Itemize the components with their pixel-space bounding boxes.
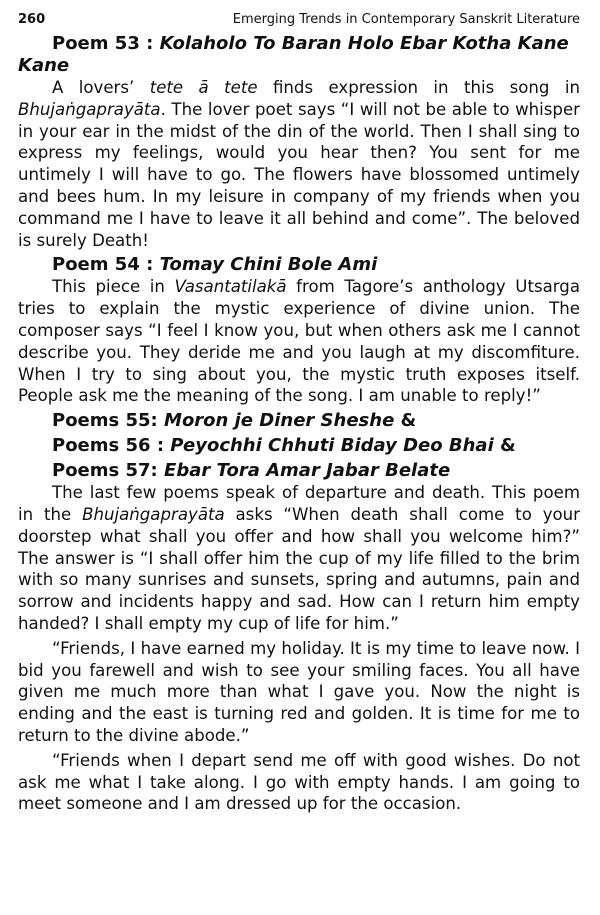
poem-53-title: Kolaholo To Baran Holo Ebar Kotha Kane [159, 33, 569, 54]
text-run: from Tagore’s anthology Utsarga tries to explain the mystic experience of divine union. The composer says “I feel I know you, but when others ask me I cannot describe you. They deride me and you laugh at my discomfiture. When I try to sing about you, the mystic truth exposes itself. People ask me the meaning of the song. I am unable to reply!” [18, 277, 581, 406]
text-run: finds expression in this song in [257, 78, 580, 97]
poem-55-heading [18, 410, 580, 432]
page-number: 260 [18, 12, 46, 27]
poem-54-label: Poem 54 : [52, 254, 160, 276]
poem-54-heading [18, 254, 580, 276]
poem-53-paragraph [18, 77, 580, 251]
italic-metre: Vasantatilakā [174, 277, 287, 297]
poem-54-paragraph [18, 276, 580, 407]
poem-56-heading [18, 435, 580, 457]
italic-term: tete ā tete [149, 78, 258, 97]
poem-57-heading [18, 460, 580, 482]
italic-metre: Bhujaṅgaprayāta [18, 99, 161, 119]
text-run: A lovers’ [52, 78, 150, 97]
poem-55-title: Moron je Diner Sheshe [164, 410, 395, 432]
running-title: Emerging Trends in Contemporary Sanskrit Literature [232, 12, 580, 27]
poem-57-paragraph-2: “Friends, I have earned my holiday. It is my time to leave now. I bid you farewell and wish to see your smiling faces. You all have given me much more than what I gave you. Now the night is ending and the east is turning red and golden. It is time for me to return to the divine abode.” [18, 638, 580, 745]
running-header [18, 12, 580, 27]
poem-53-heading [18, 33, 580, 55]
text-run: . The lover poet says “I will not be able to whisper in your ear in the midst of the din of the world. Then I shall sing to express my feelings, would you hear then? You sent for me untimely I will have to go. The flowers have blossomed untimely and bees hum. In my leisure in company of my friends when you command me I have to leave it all behind and come”. The beloved is surely Death! [18, 99, 580, 250]
ampersand: & [394, 410, 417, 432]
poem-57-label: Poems 57: [52, 460, 165, 482]
poem-53-label: Poem 53 : [52, 33, 160, 54]
ampersand: & [493, 435, 516, 457]
text-run: asks “When death shall come to your doorstep what shall you offer and how shall you welcome him?” The answer is “I shall offer him the cup of my life filled to the brim with so many sunrises and sunsets, spring and autumns, pain and sorrow and incidents happy and sad. How can I return him empty handed? I shall empty my cup of life for him.” [18, 504, 581, 633]
text-run: The last few poems speak of departure and death. This poem in the [18, 483, 580, 524]
poem-56-title: Peyochhi Chhuti Biday Deo Bhai [170, 435, 494, 457]
poem-57-title: Ebar Tora Amar Jabar Belate [164, 460, 451, 482]
text-run: This piece in [52, 277, 175, 297]
poem-53-title-continued: Kane [18, 55, 70, 76]
poem-55-label: Poems 55: [52, 410, 165, 432]
poem-56-label: Poems 56 : [52, 435, 171, 457]
poem-57-paragraph-3: “Friends when I depart send me off with good wishes. Do not ask me what I take along. I go with empty hands. I am going to meet someone and I am dressed up for the occasion. [18, 750, 580, 814]
italic-metre: Bhujaṅgaprayāta [82, 504, 225, 524]
poem-54-title: Tomay Chini Bole Ami [159, 254, 378, 276]
poem-57-paragraph-1 [18, 482, 580, 635]
